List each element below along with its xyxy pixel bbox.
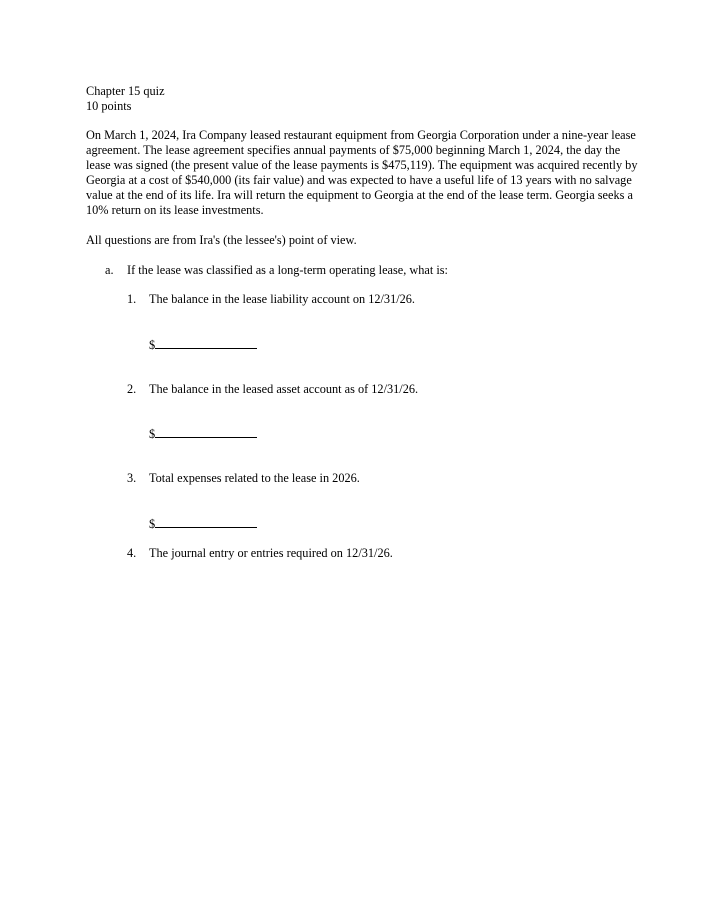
part-a-text: If the lease was classified as a long-term operating lease, what is: <box>127 263 448 277</box>
answer-line <box>155 516 257 528</box>
question-1-number: 1. <box>127 292 137 306</box>
problem-statement: On March 1, 2024, Ira Company leased restaurant equipment from Georgia Corporation under a nine-year lease agreement. The lease agreement specifies annual payments of $75,000 beginning March 1, 2024, the day the lease was signed (the present value of the lease payments is $475,119). The equipment was acquired recently by Georgia at a cost of $540,000 (its fair value) and was expected to have a useful life of 13 years with no salvage value at the end of its life. Ira will return the equipment to Georgia at the end of the lease term. Georgia seeks a 10% return on its lease investments. <box>86 128 638 217</box>
answer-line <box>155 426 257 438</box>
question-3-answer-blank[interactable] <box>149 516 257 532</box>
question-1-text: The balance in the lease liability account on 12/31/26. <box>149 292 416 306</box>
part-a-marker: a. <box>105 263 114 277</box>
question-1-answer-blank[interactable] <box>149 337 257 353</box>
quiz-title: Chapter 15 quiz <box>86 84 165 98</box>
question-4-text: The journal entry or entries required on 12/31/26. <box>149 546 393 560</box>
quiz-points: 10 points <box>86 99 132 113</box>
dollar-sign: $ <box>149 427 156 441</box>
question-4-number: 4. <box>127 546 137 560</box>
question-2-answer-blank[interactable] <box>149 426 257 442</box>
question-2-text: The balance in the leased asset account as of 12/31/26. <box>149 382 419 396</box>
question-3-text: Total expenses related to the lease in 2026. <box>149 471 360 485</box>
viewpoint-note: All questions are from Ira's (the lessee's) point of view. <box>86 233 357 247</box>
dollar-sign: $ <box>149 338 156 352</box>
question-2-number: 2. <box>127 382 137 396</box>
dollar-sign: $ <box>149 517 156 531</box>
answer-line <box>155 337 257 349</box>
question-3-number: 3. <box>127 471 137 485</box>
